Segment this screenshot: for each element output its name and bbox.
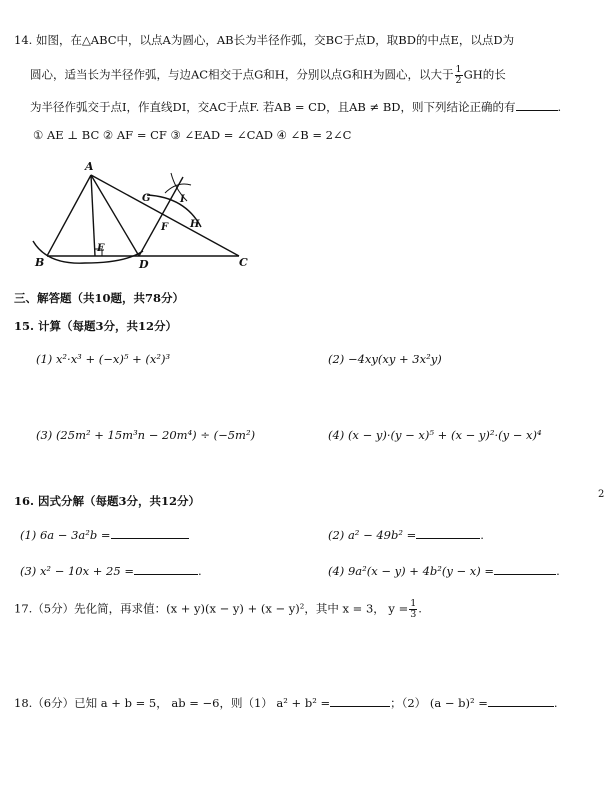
- q17-fraction: $\frac{1}{3}$: [410, 598, 417, 620]
- q15-part3: (3) (25m² + 15m³n − 20m⁴) ÷ (−5m²): [36, 428, 256, 442]
- q14-half-fraction: $\frac{1}{2}$: [455, 64, 462, 86]
- q16-part3-blank[interactable]: [134, 563, 198, 575]
- q14-answer-blank[interactable]: [516, 99, 558, 111]
- side-ac: [91, 175, 239, 256]
- q16-part4: (4) 9a²(x − y) + 4b²(y − x) = .: [328, 564, 560, 578]
- label-c: C: [239, 256, 248, 269]
- q14-options: ① AE ⊥ BC ② AF = CF ③ ∠EAD = ∠CAD ④ ∠B = 2∠C: [33, 128, 352, 142]
- q16-part1: (1) 6a − 3a²b =: [20, 527, 189, 542]
- label-f: F: [161, 222, 169, 233]
- q16-part2-blank[interactable]: [416, 527, 480, 539]
- arc-from-g: [165, 184, 191, 193]
- margin-mark: 2: [598, 489, 605, 500]
- segment-ae: [91, 175, 95, 256]
- q17-text: 17.（5分）先化简，再求值：(x + y)(x − y) + (x − y)²，其中 x = 3， y = $\frac{1}{3}$ .: [14, 598, 422, 620]
- q15-part2: (2) −4xy(xy + 3x²y): [328, 352, 442, 366]
- q14-line2-text: 圆心，适当长为半径作弧，与边AC相交于点G和H，分别以点G和H为圆心，以大于: [30, 67, 454, 82]
- q14-line3-text: 为半径作弧交于点I，作直线DI，交AC于点F. 若AB = CD，且AB ≠ BD，则下列结论正确的有: [30, 100, 516, 114]
- q16-part1-blank[interactable]: [111, 527, 189, 539]
- q14-line2-end: GH的长: [463, 67, 506, 82]
- section3-title: 三、解答题（共10题，共78分）: [14, 291, 185, 305]
- q16-part4-blank[interactable]: [494, 563, 556, 575]
- label-e: E: [97, 243, 105, 254]
- side-ab: [47, 175, 91, 256]
- q14-line1: 14. 如图，在△ABC中，以点A为圆心，AB长为半径作弧，交BC于点D，取BD的中点E，以点D为: [14, 33, 515, 47]
- q14-geometry-figure: [25, 155, 255, 275]
- line-di: [139, 177, 183, 256]
- label-d: D: [139, 258, 149, 271]
- q18-part2-blank[interactable]: [488, 695, 554, 707]
- q14-line3: 为半径作弧交于点I，作直线DI，交AC于点F. 若AB = CD，且AB ≠ BD，则下列结论正确的有 .: [30, 100, 562, 114]
- q14-line2: [30, 65, 506, 86]
- q16-part3: (3) x² − 10x + 25 = .: [20, 564, 202, 578]
- q16-part2: (2) a² − 49b² = .: [328, 528, 484, 542]
- label-a: A: [85, 160, 94, 173]
- q15-title: 15. 计算（每题3分，共12分）: [14, 319, 178, 333]
- label-i: I: [180, 194, 185, 205]
- q18-text: 18.（6分）已知 a + b = 5， ab = −6，则（1） a² + b² = ；（2） (a − b)² = .: [14, 696, 558, 710]
- q16-title: 16. 因式分解（每题3分，共12分）: [14, 494, 201, 508]
- q15-part4: (4) (x − y)·(y − x)⁵ + (x − y)²·(y − x)⁴: [328, 428, 542, 442]
- label-b: B: [35, 256, 45, 269]
- label-h: H: [190, 219, 200, 230]
- q15-part1: (1) x²·x³ + (−x)⁵ + (x²)³: [36, 352, 171, 366]
- label-g: G: [142, 193, 151, 204]
- q18-part1-blank[interactable]: [330, 695, 390, 707]
